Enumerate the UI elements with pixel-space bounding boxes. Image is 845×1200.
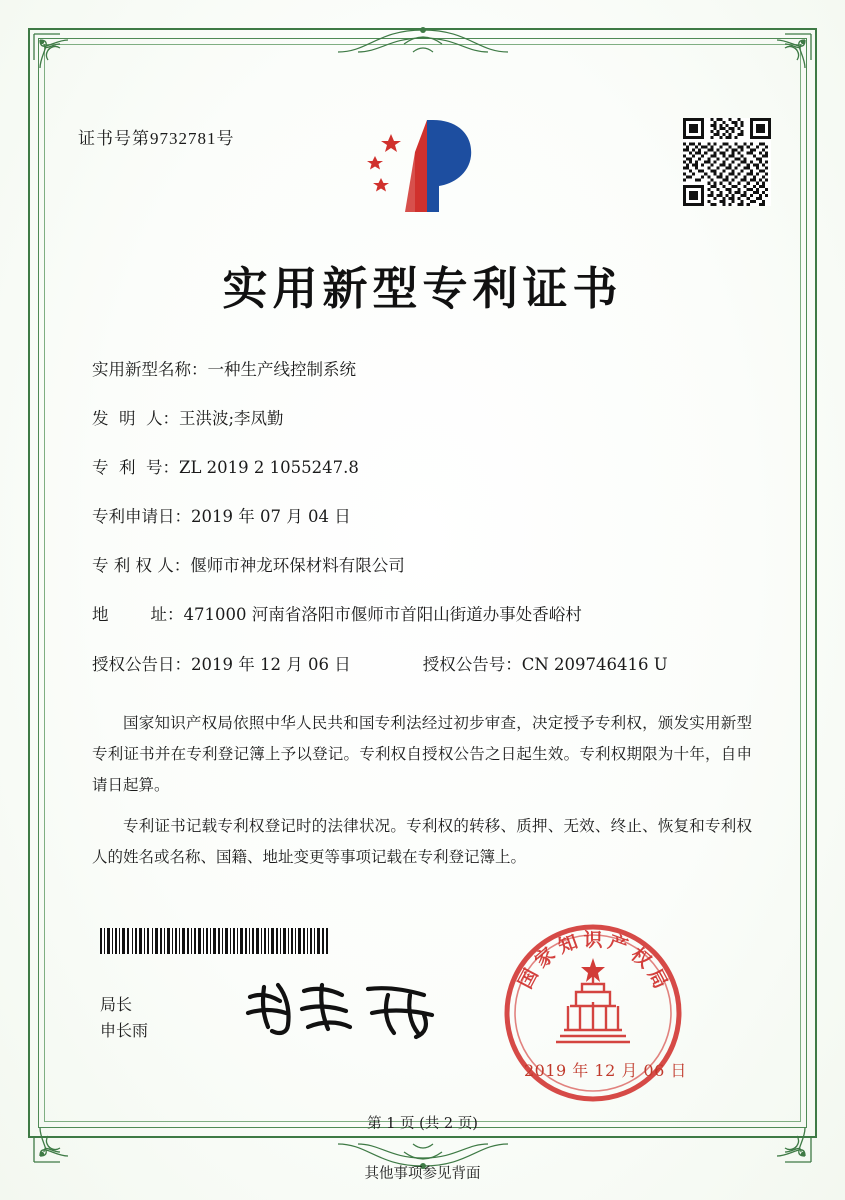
field-label: 实用新型名称： (92, 360, 208, 379)
signature-name: 申长雨 (100, 1021, 149, 1041)
svg-text:国: 国 (514, 965, 543, 993)
field-value: 一种生产线控制系统 (207, 360, 356, 379)
corner-ornament-icon (749, 1100, 815, 1166)
field-row-application-date (92, 505, 752, 528)
field-row-address (92, 603, 752, 626)
signature-block (100, 992, 148, 1045)
legal-text-block (92, 708, 752, 883)
svg-text:权: 权 (626, 943, 656, 973)
field-value: 王洪波;李凤勤 (178, 409, 284, 429)
field-label: 发 明 人： (92, 409, 179, 429)
field-row-inventor (92, 407, 752, 430)
field-value: 偃师市神龙环保材料有限公司 (190, 556, 405, 576)
field-value: ZL 2019 2 1055247.8 (178, 458, 359, 478)
seal-date: 2019 年 12 月 06 日 (524, 1061, 687, 1080)
svg-text:知: 知 (555, 930, 581, 958)
svg-text:产: 产 (605, 930, 631, 958)
svg-text:局: 局 (643, 965, 672, 993)
field-row-grant (92, 653, 752, 676)
signature-role: 局长 (100, 995, 133, 1014)
field-label: 专利申请日： (92, 507, 191, 527)
field-label: 授权公告日： (92, 654, 191, 674)
field-value: CN 209746416 U (521, 654, 668, 674)
corner-ornament-icon (749, 30, 815, 96)
barcode-icon (100, 928, 328, 954)
field-value: 2019 年 12 月 06 日 (191, 654, 351, 674)
field-label: 地 址： (92, 605, 184, 625)
paragraph-2: 专利证书记载专利权登记时的法律状况。专利权的转移、质押、无效、终止、恢复和专利权人的姓名或名称、国籍、地址变更等事项记载在专利登记簿上。 (92, 817, 752, 866)
field-value: 2019 年 07 月 04 日 (191, 507, 351, 527)
grant-date-segment (92, 653, 351, 676)
field-label: 授权公告号： (422, 654, 522, 674)
paragraph-1: 国家知识产权局依照中华人民共和国专利法经过初步审查，决定授予专利权，颁发实用新型专利证书并在专利登记簿上予以登记。专利权自授权公告之日起生效。专利权期限为十年，自申请日起算。 (92, 714, 752, 794)
page-title: 实用新型专利证书 (222, 262, 623, 315)
field-row-patentee (92, 554, 752, 577)
svg-text:识: 识 (583, 929, 603, 951)
field-value: 471000 河南省洛阳市偃师市首阳山街道办事处香峪村 (183, 605, 582, 625)
certificate-number: 证书号第9732781号 (78, 129, 235, 148)
page-indicator: 第 1 页 (共 2 页) (367, 1116, 478, 1132)
cnipa-logo-icon (355, 112, 495, 222)
field-list (92, 358, 752, 702)
field-label: 专 利 号： (92, 458, 179, 478)
field-row-name (92, 358, 752, 381)
grant-number-segment (423, 653, 668, 676)
corner-ornament-icon (30, 1100, 96, 1166)
top-center-ornament-icon (318, 22, 528, 58)
svg-text:家: 家 (530, 943, 560, 973)
field-label: 专 利 权 人： (92, 556, 191, 576)
corner-ornament-icon (30, 30, 96, 96)
handwritten-signature-icon (238, 975, 458, 1045)
field-row-patent-number (92, 456, 752, 479)
qr-code-icon (683, 118, 771, 206)
back-side-note: 其他事项参见背面 (364, 1166, 481, 1182)
